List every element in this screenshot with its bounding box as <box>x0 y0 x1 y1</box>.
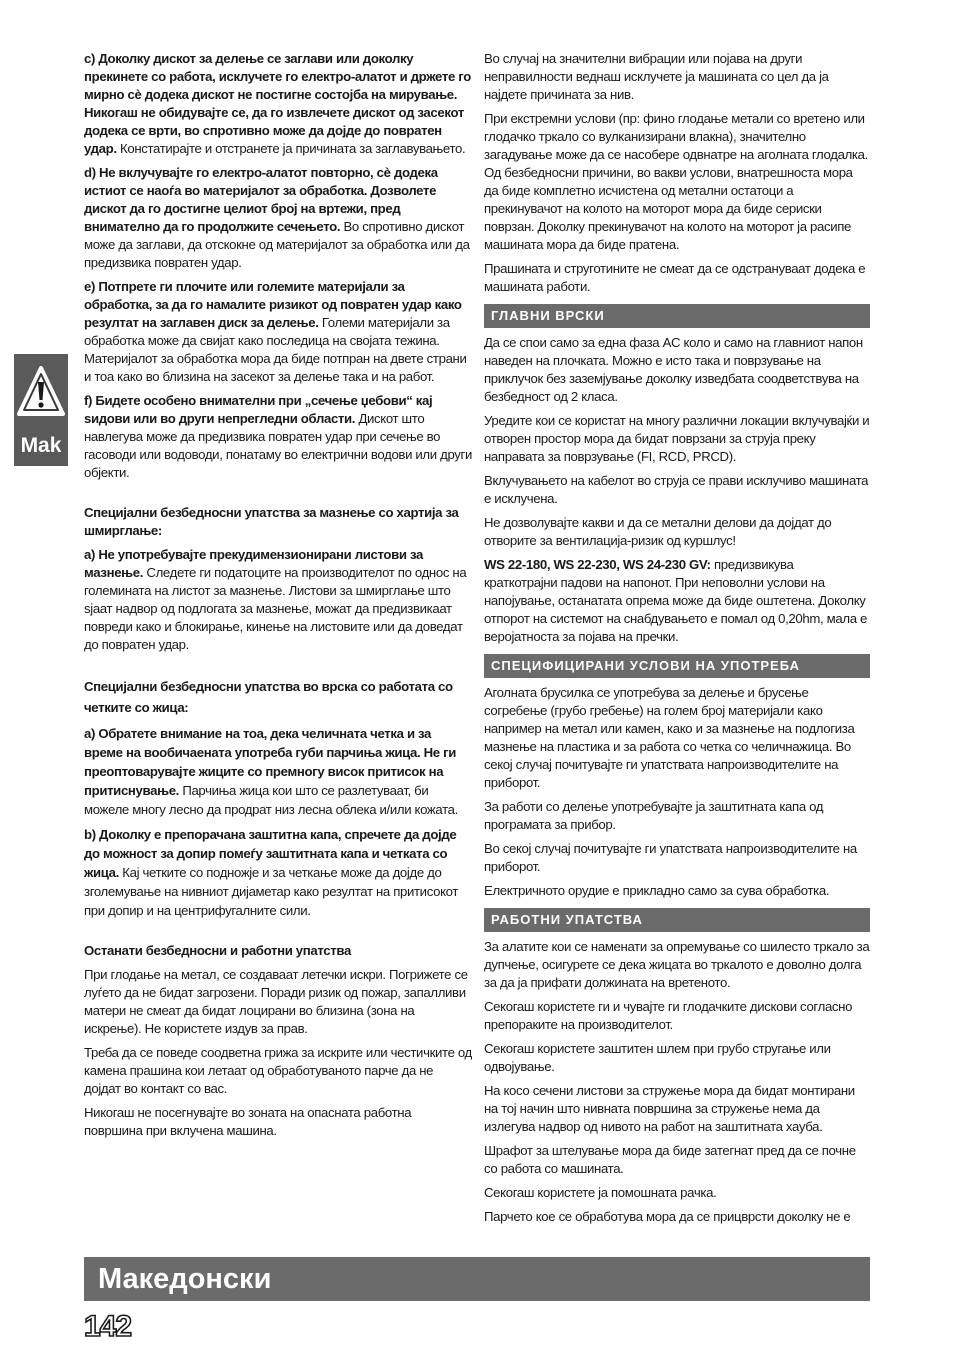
paragraph-work-2: Секогаш користете ги и чувајте ги глодачките дискови согласно препораките на производителот. <box>484 999 853 1032</box>
other-heading: Останати безбедносни и работни упатства <box>84 943 351 958</box>
section-heading-main-connections: ГЛАВНИ ВРСКИ <box>484 304 870 328</box>
paragraph-d: d) Не вклучувајте го електро-алатот повторно, сè додека истиот се наоѓа во материјалот за обработка. Дозволете дискот да го достигне целиот број на вртежи, пред внимателно да го продолжите сечењето. Во спротивно дискот може да заглави, да отскокне од материјалот за обработка или да предизвика повратен удар. <box>84 165 470 270</box>
page-number: 142 <box>84 1310 132 1343</box>
paragraph-dust: Прашината и струготините не смеат да се одстрануваат додека е машината работи. <box>484 261 866 294</box>
paragraph-work-4: На косо сечени листови за стружење мора да бидат монтирани на тој начин што нивната површина за стружење нема да излегува надвор од нивото на работ на заштитната хауба. <box>484 1083 855 1134</box>
paragraph-sanding-a: a) Не употребувајте прекудимензионирани листови за мазнење. Следете ги податоците на производителот по однос на големината на листот за мазнење. Листови за шмирглање што ѕјаат надвор од подлогата за мазнење, можат да предизвикаат повреди како и блокирање, кинење на листовите или да доведат до повратен удар. <box>84 547 467 652</box>
paragraph-f: f) Бидете особено внимателни при „сечење џебови“ кај ѕидови или во други непрегледни области. Дискот што навлегува може да предизвика повратен удар при сечење во гасоводи или водоводи, понатаму во електрични водови или други објекти. <box>84 393 473 480</box>
paragraph-use-2: За работи со делење употребувајте ја заштитната капа од програмата за прибор. <box>484 799 824 832</box>
paragraph-work-1: За алатите кои се наменати за опремување со шилесто тркало за дупчење, осигурете се дека жицата во тркалото е доволно долга за да ја прифати должината на вретеното. <box>484 939 870 990</box>
paragraph-mains-4: Не дозволувајте какви и да се метални делови да дојдат до отворите за вентилација-ризик од куршлус! <box>484 515 832 548</box>
paragraph-vibration: Во случај на значителни вибрации или појава на други неправилности веднаш исклучете ја машината со цел да ја најдете причината за нив. <box>484 51 829 102</box>
paragraph-work-3: Секогаш користете заштитен шлем при грубо стругање или одвојување. <box>484 1041 831 1074</box>
paragraph-c: c) Доколку дискот за делење се заглави или доколку прекинете со работа, исклучете го електро-алатот и држете го мирно сè додека дискот не постигне состојба на мирување. Никогаш не обидувајте се, да го извлечете дискот од засекот додека се врти, во спротивно може да дојде до повратен удар. Констатирајте и отстранете ја причината за заглавувањето. <box>84 51 471 156</box>
section-heading-work-instructions: РАБОТНИ УПАТСТВА <box>484 908 870 932</box>
sanding-heading: Специјални безбедносни упатства за мазнење со хартија за шмирглање: <box>84 505 459 538</box>
paragraph-work-7: Парчето кое се обработува мора да се прицврсти доколку не е <box>484 1209 851 1224</box>
paragraph-work-5: Шрафот за штелување мора да биде затегнат пред да се почне со работа со машината. <box>484 1143 856 1176</box>
paragraph-work-6: Секогаш користете ја помошната рачка. <box>484 1185 717 1200</box>
paragraph-other-2: Треба да се поведе соодветна грижа за искрите или честичките од камена прашина кои летаат од обработуваното парче да не дојдат во контакт со вас. <box>84 1045 472 1096</box>
paragraph-e: e) Потпрете ги плочите или големите материјали за обработка, за да го намалите ризикот од повратен удар како резултат на заглавен диск за делење. Големи материјали за обработка може да свијат како последица на својата тежина. Материјалот за обработка мора да биде потпран на двете страни и тоа како во близина на засекот за делење така и на работ. <box>84 279 467 384</box>
language-code-label: Mak <box>20 434 62 457</box>
language-side-tab <box>14 354 68 466</box>
footer-language-bar: Македонски <box>84 1257 870 1301</box>
warning-icon <box>16 364 66 422</box>
paragraph-extreme-conditions: При екстремни услови (пр: фино глодање метали со вретено или глодачко тркало со вулканизирани влакна), значително загадување може да се насобере одвнатре на аголната глодалка. Од безбедносни причини, во вакви услови, внатрешноста мора да биде комплетно исчистена од метални остатоци а прекинувачот на колото на моторот мора да биде сериски поврзан. Доколку прекинувачот на колото на моторот ја расипе машината мора да биде пратена. <box>484 111 868 252</box>
paragraph-other-1: При глодање на метал, се создаваат летечки искри. Погрижете се луѓето да не бидат загрозени. Поради ризик од пожар, запалливи матери не смеат да бидат лоцирани во близина (зона на искрење). Не користете издув за прав. <box>84 967 468 1036</box>
left-column <box>84 50 472 1146</box>
right-column <box>484 50 870 1232</box>
paragraph-mains-5: WS 22-180, WS 22-230, WS 24-230 GV: предизвикува краткотрајни падови на напонот. При неповолни услови на напојување, останатата опрема може да биде оштетена. Доколку отпорот на системот на снабдувањето е помал од 0,20hm, мала е веројатноста за појава на пречки. <box>484 557 867 644</box>
paragraph-mains-3: Вклучувањето на кабелот во струја се прави исклучиво машината е исклучена. <box>484 473 869 506</box>
paragraph-other-3: Никогаш не посегнувајте во зоната на опасната работна површина при вклучена машина. <box>84 1105 412 1138</box>
paragraph-brush-a: a) Обратете внимание на тоа, дека челичната четка и за време на вообичаената употреба губи парчиња жица. Не ги преоптоварувајте жиците со премногу висок притисок на притиснување. Парчиња жица кои што се разлетуваат, би можеле многу лесно да продрат низ лесна облека и/или кожата. <box>84 726 458 817</box>
section-heading-specified-use: СПЕЦИФИЦИРАНИ УСЛОВИ НА УПОТРЕБА <box>484 654 870 678</box>
paragraph-use-1: Аголната брусилка се употребува за делење и брусење согребење (грубо гребење) на голем број материјали како например на метал или камен, како и за мазнење на подлогиза мазнење на пластика и за работа со четка со челичнажица. Во секој случај почитувајте ги упатствата напроизводителите на приборот. <box>484 685 855 790</box>
paragraph-use-4: Електричното орудие е прикладно само за сува обработка. <box>484 883 830 898</box>
paragraph-brush-b: b) Доколку е препорачана заштитна капа, спречете да дојде до можност за допир помеѓу заштитната капа и четката со жица. Кај четките со подножје и за четкање може да дојде до зголемување на нивниот дијаметар како резултат на притисокот при допир и на центрифугалните сили. <box>84 827 459 918</box>
brush-heading: Специјални безбедносни упатства во врска со работата со четките со жица: <box>84 679 453 715</box>
paragraph-mains-1: Да се спои само за една фаза AC коло и само на главниот напон наведен на плочката. Можно е исто така и поврзување на приклучок без заземјување доколку изведбата соодветствува на безбедност од 2 класа. <box>484 335 863 404</box>
paragraph-mains-2: Уредите кои се користат на многу различни локации вклучувајќи и отворен простор мора да бидат поврзани за струја преку направата за поврзување (FI, RCD, PRCD). <box>484 413 870 464</box>
paragraph-use-3: Во секој случај почитувајте ги упатствата напроизводителите на приборот. <box>484 841 857 874</box>
